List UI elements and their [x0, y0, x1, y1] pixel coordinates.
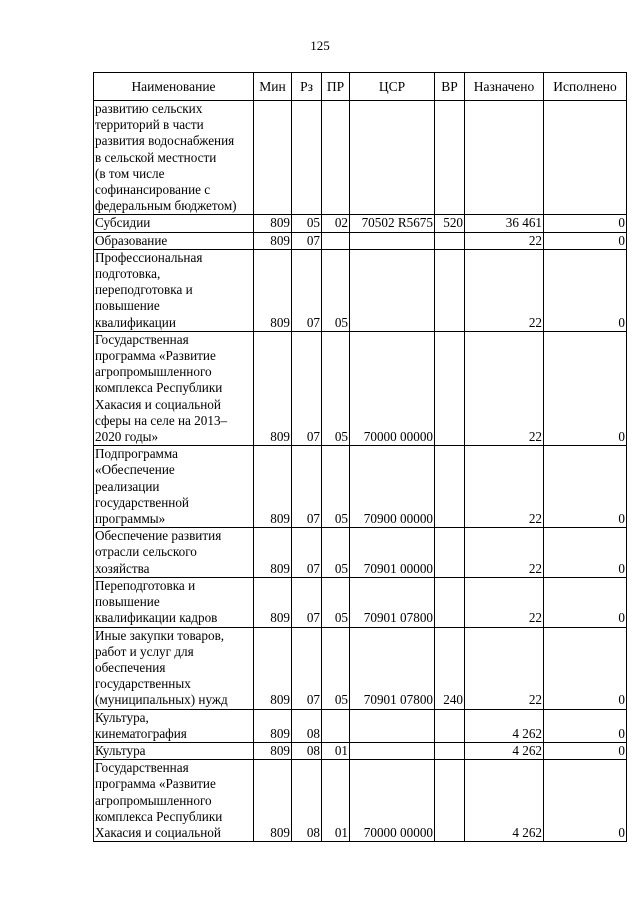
cell-executed: 0 — [544, 742, 627, 759]
cell-csr: 70901 00000 — [350, 528, 435, 578]
page-number: 125 — [310, 38, 330, 53]
cell-executed: 0 — [544, 528, 627, 578]
cell-assigned: 22 — [465, 249, 544, 331]
cell-name: Переподготовка и повышение квалификации кадров — [94, 577, 254, 627]
cell-rz: 08 — [292, 760, 322, 842]
cell-vr — [435, 528, 465, 578]
cell-vr — [435, 742, 465, 759]
cell-assigned — [465, 101, 544, 215]
cell-min: 809 — [254, 232, 292, 249]
cell-vr — [435, 760, 465, 842]
cell-rz: 08 — [292, 709, 322, 742]
cell-rz: 07 — [292, 627, 322, 709]
table-row — [94, 249, 627, 331]
cell-min: 809 — [254, 760, 292, 842]
table-header-row — [94, 73, 627, 101]
table-row — [94, 446, 627, 528]
cell-min: 809 — [254, 528, 292, 578]
cell-min: 809 — [254, 249, 292, 331]
cell-pr: 05 — [322, 331, 350, 445]
cell-csr: 70901 07800 — [350, 577, 435, 627]
cell-name: Обеспечение развития отрасли сельского хозяйства — [94, 528, 254, 578]
cell-pr: 02 — [322, 215, 350, 232]
cell-vr — [435, 101, 465, 215]
cell-assigned: 22 — [465, 577, 544, 627]
cell-name: развитию сельских территорий в части развития водоснабжения в сельской местности (в том числе софинансирование с федеральным бюджетом) — [94, 101, 254, 215]
cell-name: Подпрограмма «Обеспечение реализации государственной программы» — [94, 446, 254, 528]
cell-rz: 07 — [292, 446, 322, 528]
cell-rz: 07 — [292, 577, 322, 627]
cell-pr: 01 — [322, 760, 350, 842]
cell-executed: 0 — [544, 249, 627, 331]
cell-csr: 70901 07800 — [350, 627, 435, 709]
budget-table — [93, 72, 627, 842]
cell-assigned: 36 461 — [465, 215, 544, 232]
table-row — [94, 101, 627, 215]
cell-name: Субсидии — [94, 215, 254, 232]
cell-rz: 07 — [292, 249, 322, 331]
table-row — [94, 742, 627, 759]
cell-min: 809 — [254, 577, 292, 627]
cell-pr — [322, 232, 350, 249]
cell-pr — [322, 709, 350, 742]
cell-min: 809 — [254, 331, 292, 445]
cell-name: Культура, кинематография — [94, 709, 254, 742]
cell-pr: 05 — [322, 446, 350, 528]
cell-executed: 0 — [544, 709, 627, 742]
cell-executed: 0 — [544, 331, 627, 445]
cell-executed: 0 — [544, 760, 627, 842]
cell-name: Государственная программа «Развитие агропромышленного комплекса Республики Хакасия и социальной — [94, 760, 254, 842]
cell-vr — [435, 331, 465, 445]
cell-csr — [350, 101, 435, 215]
col-header-vr: ВР — [435, 73, 465, 101]
cell-csr — [350, 249, 435, 331]
cell-csr — [350, 709, 435, 742]
cell-pr: 01 — [322, 742, 350, 759]
cell-pr: 05 — [322, 627, 350, 709]
cell-vr: 240 — [435, 627, 465, 709]
cell-min: 809 — [254, 215, 292, 232]
table-row — [94, 331, 627, 445]
cell-name: Культура — [94, 742, 254, 759]
col-header-csr: ЦСР — [350, 73, 435, 101]
cell-pr — [322, 101, 350, 215]
cell-executed: 0 — [544, 627, 627, 709]
cell-vr — [435, 249, 465, 331]
cell-rz: 05 — [292, 215, 322, 232]
cell-assigned: 22 — [465, 331, 544, 445]
col-header-assigned: Назначено — [465, 73, 544, 101]
cell-rz: 07 — [292, 232, 322, 249]
cell-vr — [435, 709, 465, 742]
cell-csr: 70502 R5675 — [350, 215, 435, 232]
cell-csr — [350, 742, 435, 759]
cell-name: Образование — [94, 232, 254, 249]
col-header-rz: Рз — [292, 73, 322, 101]
cell-rz — [292, 101, 322, 215]
table-row — [94, 577, 627, 627]
col-header-executed: Исполнено — [544, 73, 627, 101]
cell-pr: 05 — [322, 528, 350, 578]
cell-assigned: 22 — [465, 528, 544, 578]
cell-vr — [435, 577, 465, 627]
cell-min: 809 — [254, 446, 292, 528]
table-row — [94, 627, 627, 709]
cell-rz: 08 — [292, 742, 322, 759]
cell-min: 809 — [254, 627, 292, 709]
table-row — [94, 709, 627, 742]
cell-min — [254, 101, 292, 215]
cell-name: Государственная программа «Развитие агропромышленного комплекса Республики Хакасия и социальной сферы на селе на 2013– 2020 годы» — [94, 331, 254, 445]
cell-assigned: 22 — [465, 232, 544, 249]
cell-assigned: 4 262 — [465, 760, 544, 842]
cell-vr — [435, 446, 465, 528]
cell-min: 809 — [254, 709, 292, 742]
cell-vr — [435, 232, 465, 249]
col-header-name: Наименование — [94, 73, 254, 101]
cell-executed: 0 — [544, 232, 627, 249]
table-row — [94, 232, 627, 249]
cell-assigned: 4 262 — [465, 742, 544, 759]
cell-rz: 07 — [292, 331, 322, 445]
table-row — [94, 528, 627, 578]
cell-pr: 05 — [322, 249, 350, 331]
cell-rz: 07 — [292, 528, 322, 578]
cell-csr: 70000 00000 — [350, 760, 435, 842]
cell-pr: 05 — [322, 577, 350, 627]
cell-executed: 0 — [544, 577, 627, 627]
cell-executed — [544, 101, 627, 215]
cell-csr: 70000 00000 — [350, 331, 435, 445]
cell-assigned: 4 262 — [465, 709, 544, 742]
cell-min: 809 — [254, 742, 292, 759]
table-row — [94, 760, 627, 842]
cell-csr: 70900 00000 — [350, 446, 435, 528]
cell-vr: 520 — [435, 215, 465, 232]
cell-csr — [350, 232, 435, 249]
cell-name: Профессиональная подготовка, переподготовка и повышение квалификации — [94, 249, 254, 331]
cell-name: Иные закупки товаров, работ и услуг для обеспечения государственных (муниципальных) нужд — [94, 627, 254, 709]
cell-executed: 0 — [544, 446, 627, 528]
cell-executed: 0 — [544, 215, 627, 232]
table-row — [94, 215, 627, 232]
cell-assigned: 22 — [465, 627, 544, 709]
cell-assigned: 22 — [465, 446, 544, 528]
col-header-pr: ПР — [322, 73, 350, 101]
col-header-min: Мин — [254, 73, 292, 101]
